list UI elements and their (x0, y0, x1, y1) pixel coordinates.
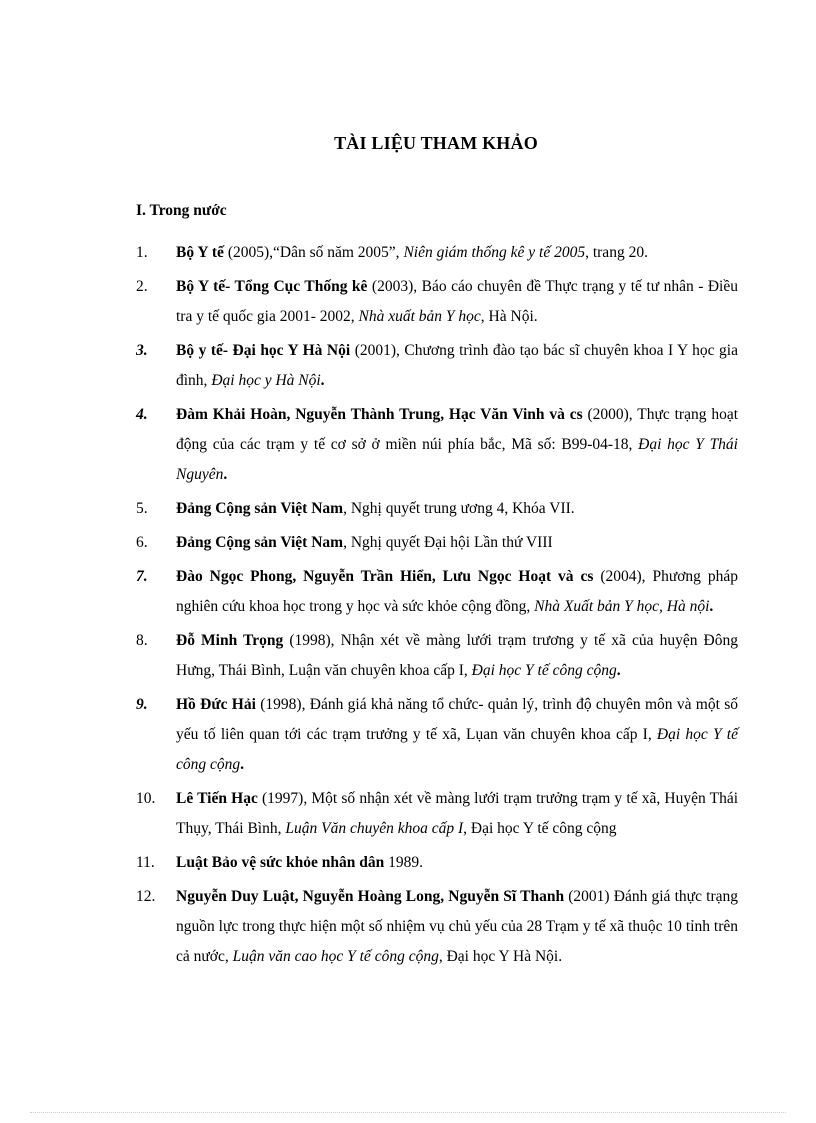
reference-detail: , Nghị quyết Đại hội Lần thứ VIII (343, 534, 553, 551)
reference-author: Bộ Y tế (176, 244, 224, 261)
reference-number: 11. (136, 854, 155, 871)
reference-author: . (709, 598, 714, 615)
reference-detail: (1998), Đánh giá khả năng tổ chức- quản lý, trình độ chuyên môn và một số yếu tố liên quan tới các trạm trưởng y tế xã, Lụan văn chuyên khoa cấp I, (176, 696, 738, 743)
reference-number: 12. (136, 888, 156, 905)
reference-detail: 1989. (384, 854, 424, 871)
reference-number: 1. (136, 244, 148, 261)
reference-source: Đại học Y tế công cộng (176, 726, 738, 773)
reference-number: 5. (136, 500, 148, 517)
reference-author: Nguyễn Duy Luật, Nguyễn Hoàng Long, Nguyễn Sĩ Thanh (176, 888, 565, 905)
reference-source: Luận văn cao học Y tế công cộng (232, 948, 439, 965)
reference-item (0, 272, 816, 332)
reference-author: Đào Ngọc Phong, Nguyễn Trần Hiển, Lưu Ngọc Hoạt và cs (176, 568, 594, 585)
reference-detail: (2003), Báo cáo chuyên đề Thực trạng y tế tư nhân - Điều tra y tế quốc gia 2001- 2002, (176, 278, 738, 325)
reference-text (176, 336, 738, 396)
reference-detail: , Nghị quyết trung ương 4, Khóa VII. (343, 500, 575, 517)
reference-number: 4. (136, 406, 148, 423)
reference-author: Đàm Khải Hoàn, Nguyễn Thành Trung, Hạc Văn Vinh và cs (176, 406, 583, 423)
reference-item (0, 562, 816, 622)
reference-source: Đại học Y Thái Nguyên (176, 436, 738, 483)
reference-detail: , trang 20. (585, 244, 648, 261)
reference-list (0, 238, 816, 976)
reference-source: Đại học y Hà Nội (211, 372, 321, 389)
reference-author: . (616, 662, 621, 679)
reference-author: Bộ y tế- Đại học Y Hà Nội (176, 342, 351, 359)
reference-author: Bộ Y tế- Tổng Cục Thống kê (176, 278, 368, 295)
reference-author: . (320, 372, 325, 389)
page-title: TÀI LIỆU THAM KHẢO (334, 133, 538, 153)
reference-detail: , Đại học Y tế công cộng (463, 820, 617, 837)
reference-item (0, 238, 816, 268)
reference-text (176, 848, 738, 878)
section-heading: I. Trong nước (136, 202, 227, 219)
reference-text (176, 882, 738, 972)
reference-author: Đảng Cộng sản Việt Nam (176, 500, 344, 517)
reference-detail: (1998), Nhận xét về màng lưới trạm trương y tế xã của huyện Đông Hưng, Thái Bình, Luận văn chuyên khoa cấp I, (176, 632, 738, 679)
reference-source: Nhà Xuất bản Y học, Hà nội (534, 598, 710, 615)
reference-item (0, 882, 816, 972)
page-bottom-divider (30, 1112, 786, 1113)
reference-detail: (2000), Thực trạng hoạt động của các trạm y tế cơ sở ở miền núi phía bắc, Mã số: B99-04-18, (176, 406, 739, 453)
reference-number: 3. (136, 342, 148, 359)
reference-item (0, 400, 816, 490)
reference-author: . (240, 756, 245, 773)
reference-number: 6. (136, 534, 148, 551)
reference-text (176, 626, 738, 686)
reference-detail: (2004), Phương pháp nghiên cứu khoa học trong y học và sức khỏe cộng đồng, (176, 568, 738, 615)
reference-author: Luật Bảo vệ sức khỏe nhân dân (176, 854, 385, 871)
reference-source: Đại học Y tế công cộng (471, 662, 617, 679)
reference-item (0, 494, 816, 524)
reference-text (176, 784, 738, 844)
reference-item (0, 528, 816, 558)
reference-detail: (2001) Đánh giá thực trạng nguồn lực trong thực hiện một số nhiệm vụ chủ yếu của 28 Trạm y tế xã thuộc 10 tỉnh trên cả nước, (176, 888, 738, 965)
reference-item (0, 626, 816, 686)
reference-author: Đảng Cộng sản Việt Nam (176, 534, 344, 551)
reference-number: 2. (136, 278, 148, 295)
reference-number: 10. (136, 790, 156, 807)
reference-detail: (2005),“Dân số năm 2005”, (223, 244, 404, 261)
reference-item (0, 784, 816, 844)
reference-detail: , Đại học Y Hà Nội. (438, 948, 563, 965)
reference-detail: , Hà Nội. (480, 308, 538, 325)
reference-text (176, 562, 738, 622)
reference-detail: (2001), Chương trình đào tạo bác sĩ chuyên khoa I Y học gia đình, (176, 342, 738, 389)
reference-source: Niên giám thống kê y tế 2005 (403, 244, 586, 261)
reference-source: Luận Văn chuyên khoa cấp I (285, 820, 464, 837)
reference-author: Đỗ Minh Trọng (176, 632, 284, 649)
reference-number: 8. (136, 632, 148, 649)
reference-text (176, 272, 738, 332)
reference-source: Nhà xuất bản Y học (358, 308, 481, 325)
reference-text (176, 238, 738, 268)
reference-text (176, 690, 738, 780)
reference-text (176, 528, 738, 558)
reference-text (176, 400, 738, 490)
reference-item (0, 336, 816, 396)
reference-item (0, 690, 816, 780)
reference-number: 9. (136, 696, 148, 713)
reference-text (176, 494, 738, 524)
reference-detail: (1997), Một số nhận xét về màng lưới trạm trưởng trạm y tế xã, Huyện Thái Thụy, Thái Bình, (176, 790, 739, 837)
reference-item (0, 848, 816, 878)
reference-author: Lê Tiến Hạc (176, 790, 258, 807)
reference-author: Hồ Đức Hải (176, 696, 256, 713)
reference-author: . (223, 466, 228, 483)
reference-number: 7. (136, 568, 148, 585)
